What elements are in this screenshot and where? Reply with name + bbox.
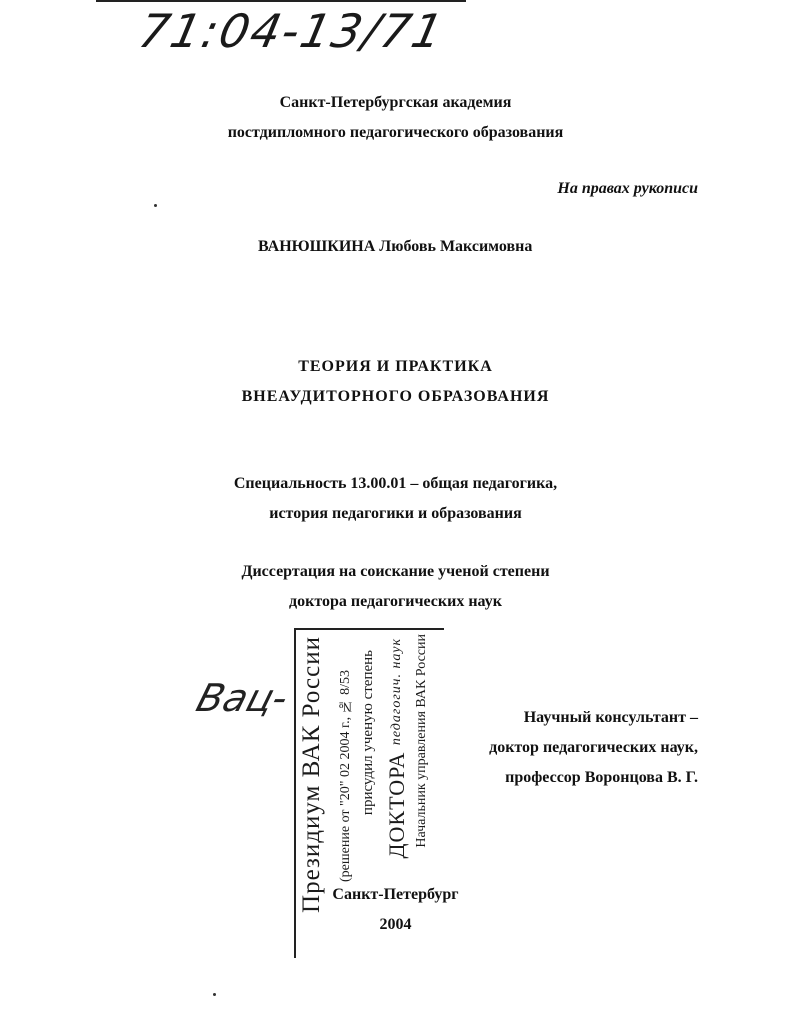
institution-line-1: Санкт-Петербургская академия: [279, 94, 512, 111]
scan-speck: [154, 204, 157, 207]
consultant-line-2: доктор педагогических наук,: [489, 739, 698, 756]
scan-speck: [213, 993, 216, 996]
consultant-block: [489, 703, 698, 793]
rights-note: На правах рукописи: [557, 180, 698, 197]
stamp-line-3: присудил ученую степень: [360, 650, 376, 816]
specialty-line-2: история педагогики и образования: [269, 505, 522, 522]
stamp-line-4: [384, 638, 410, 859]
degree-line-1: Диссертация на соискание ученой степени: [241, 563, 550, 580]
scan-edge-line: [96, 0, 466, 2]
specialty-line-1: Специальность 13.00.01 – общая педагогика,: [233, 475, 558, 492]
year: 2004: [379, 916, 412, 933]
author-given-names: Любовь Максимовна: [379, 238, 533, 255]
specialty-block: [0, 469, 791, 529]
institution-line-2: постдипломного педагогического образования: [227, 124, 564, 141]
stamp-line-2: (решение от "20" 02 2004 г., № 8/53: [338, 670, 353, 882]
dissertation-title: [0, 352, 791, 412]
author-surname: ВАНЮШКИНА: [258, 238, 376, 255]
author-name: [258, 238, 532, 256]
handwritten-mark: Вац-: [191, 676, 294, 720]
stamp-line-1: Президиум ВАК России: [298, 636, 325, 913]
title-line-2: ВНЕАУДИТОРНОГО ОБРАЗОВАНИЯ: [241, 388, 550, 405]
title-line-1: ТЕОРИЯ И ПРАКТИКА: [298, 358, 493, 375]
archive-number: 71:04-13/71: [134, 4, 450, 58]
degree-line-2: доктора педагогических наук: [289, 593, 502, 610]
stamp-line-5: Начальник управления ВАК России: [414, 634, 429, 848]
consultant-line-3: профессор Воронцова В. Г.: [505, 769, 698, 786]
institution-block: [0, 88, 791, 148]
consultant-line-1: Научный консультант –: [523, 709, 698, 726]
degree-block: [0, 557, 791, 617]
stamp-degree-field: педагогич. наук: [389, 638, 404, 746]
place-date-block: [0, 880, 791, 940]
stamp-degree-word: ДОКТОРА: [384, 751, 409, 859]
city: Санкт-Петербург: [332, 886, 459, 903]
